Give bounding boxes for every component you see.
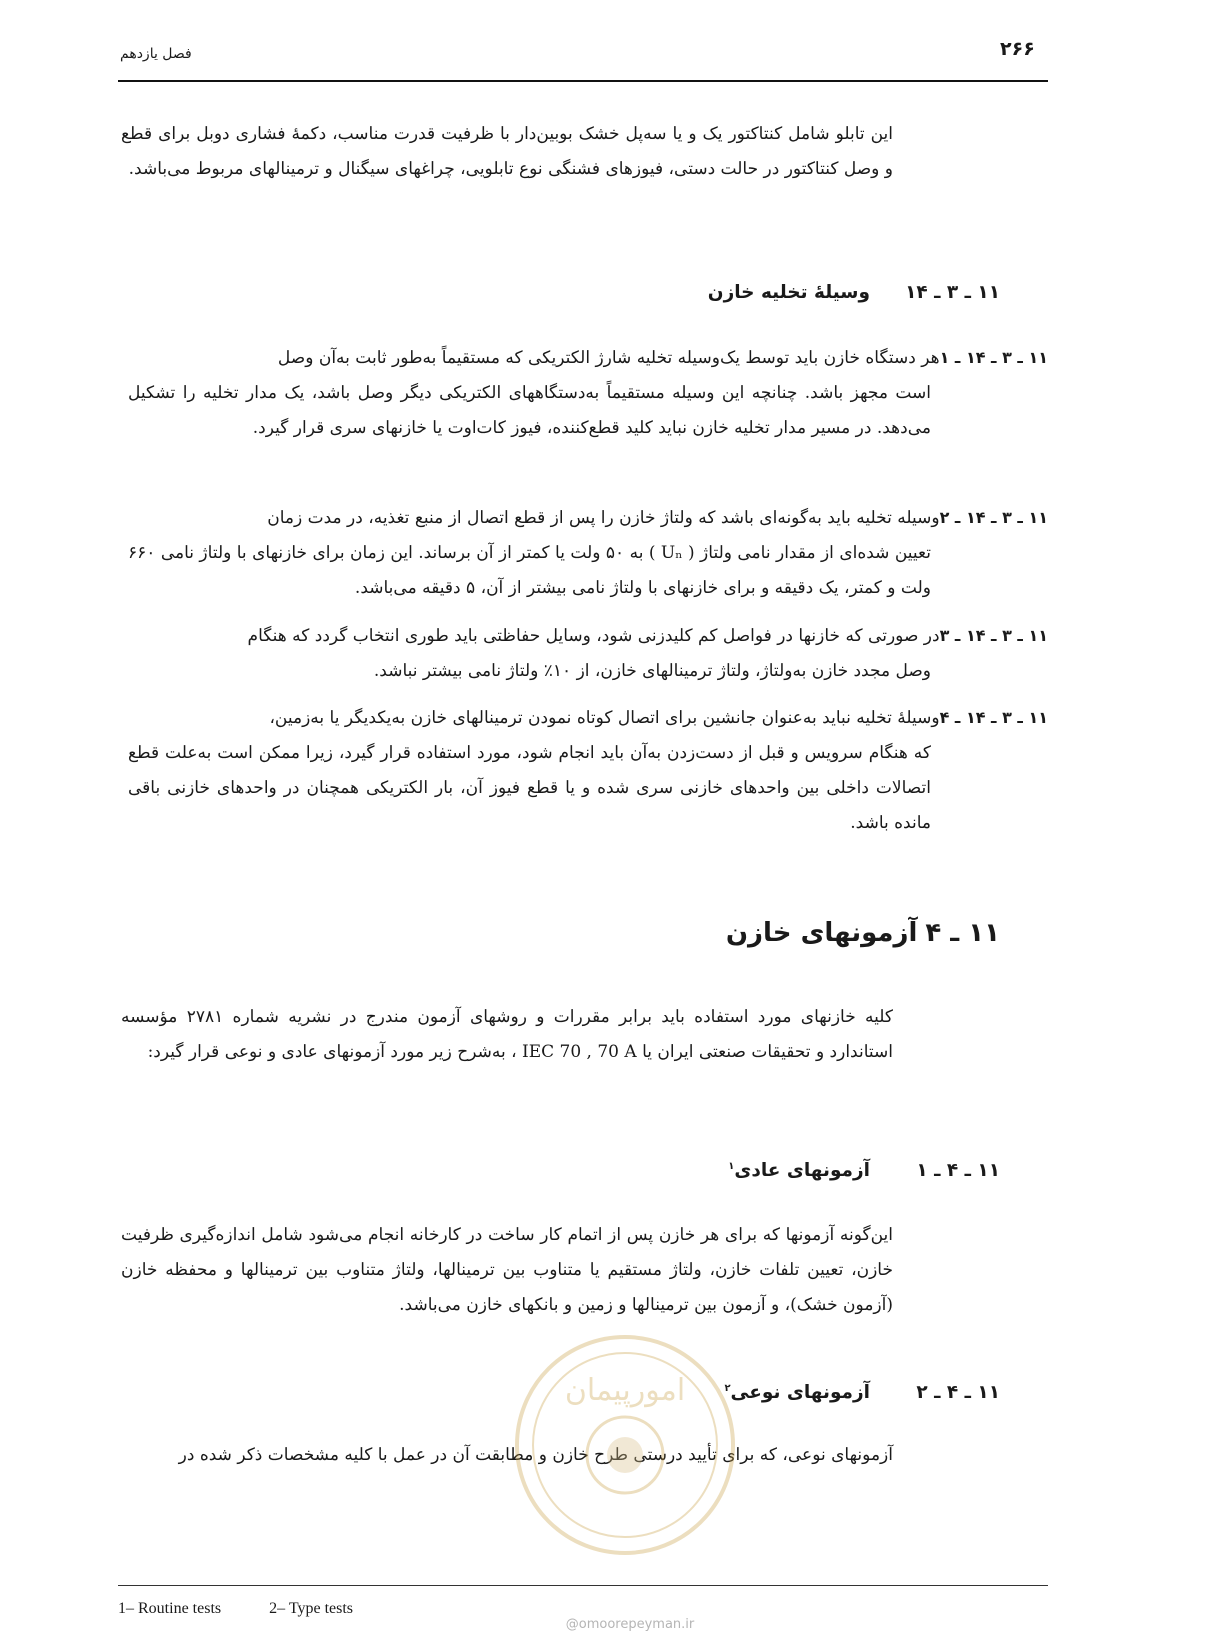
footnote-2: 2– Type tests [269, 1600, 354, 1617]
item-text: وصل مجدد خازن به‌ولتاژ، ولتاژ ترمینالهای خازن، از ۱۰٪ ولتاژ نامی بیشتر نباشد. [373, 661, 931, 681]
item-first-line: در صورتی که خازنها در فواصل کم کلیدزنی شود، وسایل حفاظتی باید طوری انتخاب گردد که هنگام [247, 626, 940, 646]
section-14-heading [100, 282, 1000, 303]
item-first-line: وسیله تخلیه باید به‌گونه‌ای باشد که ولتاژ خازن را پس از قطع اتصال از منبع تغذیه، در مدت زمان [267, 508, 940, 528]
watermark-url: @omoorepeyman.ir [565, 1617, 695, 1632]
item-14-4 [128, 700, 1048, 841]
item-number: ۱۱ ـ ۳ ـ ۱۴ ـ ۲ [939, 508, 1048, 527]
item-number: ۱۱ ـ ۳ ـ ۱۴ ـ ۳ [939, 626, 1048, 645]
item-14-2 [128, 500, 1048, 606]
header-rule [118, 80, 1048, 82]
section-4-number: ۱۱ ـ ۴ [925, 918, 1000, 948]
footnote-mark: ۱ [728, 1160, 735, 1172]
item-first-line: هر دستگاه خازن باید توسط یک‌وسیله تخلیه شارژ الکتریکی که مستقیماً به‌طور ثابت به‌آن وصل [277, 348, 940, 368]
item-14-1 [128, 340, 1048, 446]
item-14-3 [128, 618, 1048, 689]
watermark-seal-text: امورپیمان [564, 1373, 686, 1408]
item-text: تعیین شده‌ای از مقدار نامی ولتاژ ( Uₙ ) به ۵۰ ولت یا کمتر از آن برساند. این زمان برای خازنهای با ولتاژ نامی ۶۶۰ ولت و کمتر، یک دقیقه و برای خازنهای با ولتاژ نامی بیشتر از آن، ۵ دقیقه می‌باشد. [128, 543, 931, 598]
section-4-2-number: ۱۱ ـ ۴ ـ ۲ [916, 1382, 1000, 1403]
section-4-1-paragraph: این‌گونه آزمونها که برای هر خازن پس از اتمام کار ساخت در کارخانه انجام می‌شود شامل اندازه‌گیری ظرفیت خازن، تعیین تلفات خازن، ولتاژ مستقیم یا متناوب بین ترمینالها، ولتاژ متناوب بین ترمینالها و محفظه خازن (آزمون خشک)، و آزمون بین ترمینالها و زمین و بانکهای خازن می‌باشد. [121, 1225, 893, 1315]
item-number: ۱۱ ـ ۳ ـ ۱۴ ـ ۴ [939, 708, 1048, 727]
item-text: است مجهز باشد. چنانچه این وسیله مستقیماً به‌دستگاههای الکتریکی دیگر وصل باشد، یک مدار تخلیه را تشکیل می‌دهد. در مسیر مدار تخلیه خازن نباید کلید قطع‌کننده، فیوز کات‌اوت یا خازنهای سری قرار گیرد. [128, 383, 931, 438]
footnote-1: 1– Routine tests [118, 1600, 222, 1617]
section-4-paragraph: کلیه خازنهای مورد استفاده باید برابر مقررات و روشهای آزمون مندرج در نشریه شماره ۲۷۸۱ مؤسسه استاندارد و تحقیقات صنعتی ایران یا IEC 70 , 70 A ، به‌شرح زیر مورد آزمونهای عادی و نوعی قرار گیرد: [121, 1007, 893, 1062]
section-4-1-title: آزمونهای عادی [734, 1160, 870, 1181]
item-number: ۱۱ ـ ۳ ـ ۱۴ ـ ۱ [939, 348, 1048, 367]
item-first-line: وسیلهٔ تخلیه نباید به‌عنوان جانشین برای اتصال کوتاه نمودن ترمینالهای خازن به‌یکدیگر یا به‌زمین، [269, 708, 940, 728]
section-4-heading [400, 918, 1000, 948]
section-4-1-heading [100, 1160, 1000, 1181]
section-4-1-number: ۱۱ ـ ۴ ـ ۱ [916, 1160, 1000, 1181]
chapter-title: فصل یازدهم [120, 46, 192, 62]
footnote-rule [118, 1585, 1048, 1586]
section-14-number: ۱۱ ـ ۳ ـ ۱۴ [905, 282, 1000, 303]
section-4-2-paragraph: آزمونهای نوعی، که برای تأیید درستی طرح خازن و مطابقت آن در عمل با کلیه مشخصات ذکر شده در [178, 1445, 893, 1465]
section-4-title: آزمونهای خازن [725, 918, 918, 948]
footnotes [118, 1600, 401, 1618]
page-number: ۲۶۶ [1000, 38, 1035, 60]
item-text: که هنگام سرویس و قبل از دست‌زدن به‌آن باید انجام شود، مورد استفاده قرار گیرد، زیرا ممکن است به‌علت قطع اتصالات داخلی بین واحدهای خازنی سری شده و یا قطع فیوز آن، بار الکتریکی همچنان در واحدهای خازنی باقی مانده باشد. [128, 743, 931, 833]
footnote-mark: ۲ [724, 1382, 731, 1394]
section-4-2-title: آزمونهای نوعی [730, 1382, 870, 1403]
section-14-title: وسیلهٔ تخلیه خازن [707, 282, 870, 303]
intro-paragraph: این تابلو شامل کنتاکتور یک و یا سه‌پل خشک بوبین‌دار با ظرفیت قدرت مناسب، دکمهٔ فشاری دوبل برای قطع و وصل کنتاکتور در حالت دستی، فیوزهای فشنگی نوع تابلویی، چراغهای سیگنال و ترمینالهای مربوط می‌باشد. [121, 124, 893, 179]
watermark-seal [510, 1330, 740, 1560]
